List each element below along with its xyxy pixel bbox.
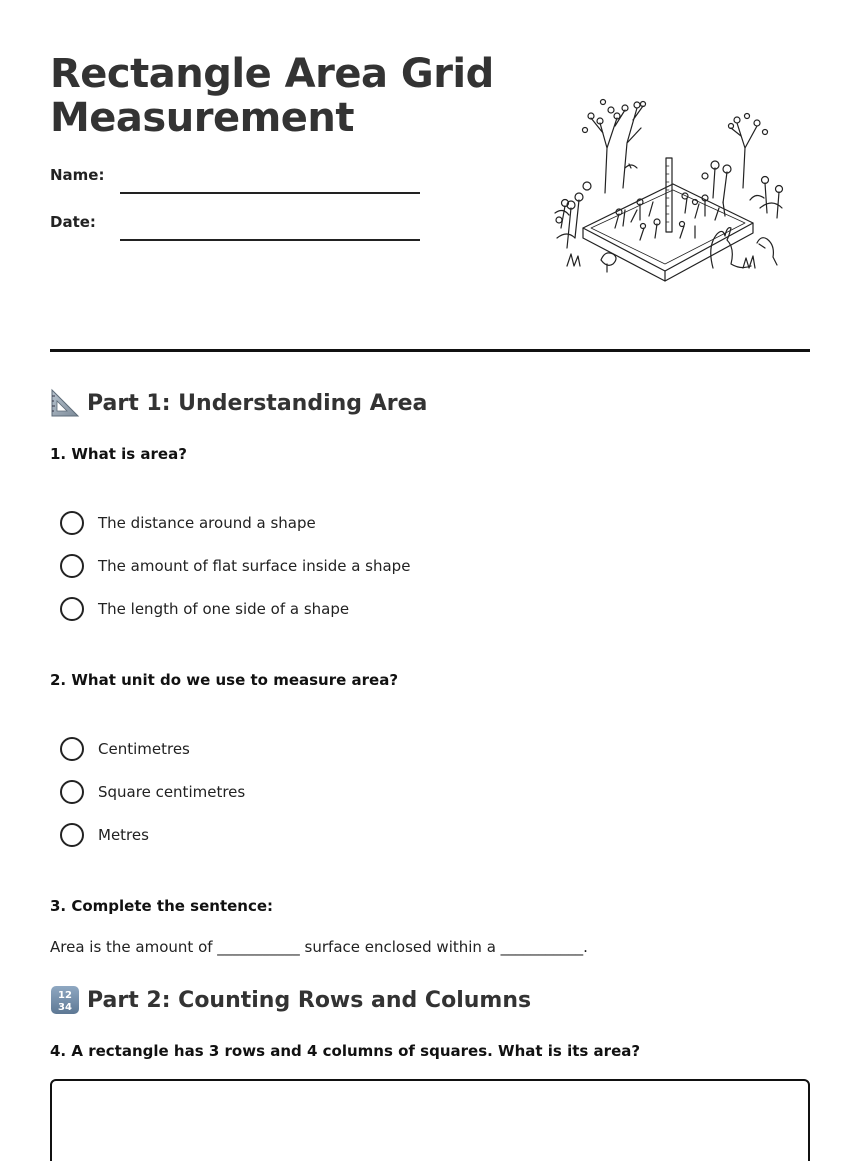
q1-option-2[interactable] <box>60 554 410 578</box>
answer-box[interactable] <box>50 1079 810 1161</box>
option-label: The distance around a shape <box>98 514 316 532</box>
part1-heading <box>50 388 427 418</box>
option-label: Metres <box>98 826 149 844</box>
worksheet-title: Rectangle Area Grid Measurement <box>50 51 494 141</box>
q2-option-1[interactable] <box>60 737 190 761</box>
name-label: Name: <box>50 166 105 184</box>
date-label: Date: <box>50 213 96 231</box>
option-label: Centimetres <box>98 740 190 758</box>
radio-button[interactable] <box>60 511 84 535</box>
question-2: 2. What unit do we use to measure area? <box>50 671 399 689</box>
input-numbers-icon <box>50 985 80 1015</box>
option-label: Square centimetres <box>98 783 246 801</box>
date-field <box>50 213 420 233</box>
q1-option-1[interactable] <box>60 511 316 535</box>
q2-option-3[interactable] <box>60 823 149 847</box>
svg-text:34: 34 <box>58 1002 72 1013</box>
question-3: 3. Complete the sentence: <box>50 897 274 915</box>
q2-option-2[interactable] <box>60 780 245 804</box>
triangular-ruler-icon <box>50 388 80 418</box>
radio-button[interactable] <box>60 737 84 761</box>
date-input-line[interactable] <box>120 227 420 241</box>
part2-heading <box>50 985 531 1015</box>
garden-bed-illustration <box>545 88 790 293</box>
option-label: The amount of flat surface inside a shape <box>98 557 411 575</box>
svg-text:12: 12 <box>58 990 72 1001</box>
radio-button[interactable] <box>60 597 84 621</box>
name-input-line[interactable] <box>120 180 420 194</box>
radio-button[interactable] <box>60 554 84 578</box>
part2-title: Part 2: Counting Rows and Columns <box>87 987 532 1013</box>
part1-title: Part 1: Understanding Area <box>87 390 428 416</box>
fill-in-sentence: Area is the amount of ___________ surface enclosed within a ___________. <box>50 938 588 956</box>
option-label: The length of one side of a shape <box>98 600 350 618</box>
header-divider <box>50 349 810 352</box>
question-1: 1. What is area? <box>50 445 187 463</box>
question-4: 4. A rectangle has 3 rows and 4 columns of squares. What is its area? <box>50 1042 641 1060</box>
name-field <box>50 166 420 186</box>
radio-button[interactable] <box>60 823 84 847</box>
radio-button[interactable] <box>60 780 84 804</box>
q1-option-3[interactable] <box>60 597 349 621</box>
